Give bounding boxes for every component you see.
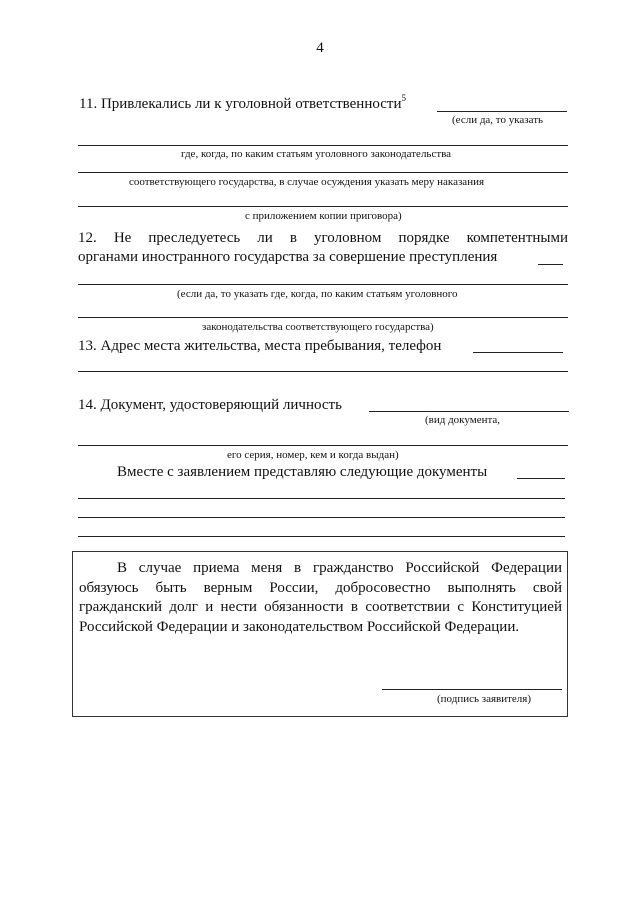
page-number: 4 (316, 40, 324, 56)
question-12-line-2: органами иностранного государства за совершение преступления (78, 249, 498, 265)
signature-line[interactable] (382, 689, 562, 690)
question-14-hint-1: (вид документа, (425, 414, 501, 426)
documents-label: Вместе с заявлением представляю следующие документы (117, 464, 488, 480)
question-12-answer-line[interactable] (538, 264, 563, 265)
oath-box (72, 551, 568, 717)
question-11-hint-1: (если да, то указать (452, 114, 544, 126)
question-14-label: 14. Документ, удостоверяющий личность (78, 397, 342, 413)
question-11-hint-2: где, когда, по каким статьям уголовного законодательства (181, 148, 452, 160)
question-12-hint-2: законодательства соответствующего государства) (202, 321, 434, 333)
oath-text-container (79, 559, 562, 637)
signature-hint: (подпись заявителя) (437, 693, 532, 705)
question-11-hint-4: с приложением копии приговора) (245, 210, 402, 222)
documents-line-3[interactable] (78, 517, 565, 518)
question-12-hint-1: (если да, то указать где, когда, по каким статьям уголовного (177, 288, 458, 300)
question-11-hint-3: соответствующего государства, в случае осуждения указать меру наказания (129, 176, 485, 188)
question-11-text: 11. Привлекались ли к уголовной ответственности (79, 96, 402, 112)
question-11-label (79, 95, 406, 113)
question-12-line-3[interactable] (78, 284, 568, 285)
documents-line-4[interactable] (78, 536, 565, 537)
question-13-answer-line[interactable] (473, 352, 563, 353)
documents-line-2[interactable] (78, 498, 565, 499)
footnote-marker: 5 (401, 93, 406, 103)
oath-text: В случае приема меня в гражданство Российской Федерации обязуюсь быть верным России, добросовестно выполнять свой гражданский долг и нести обязанности в соответствии с Конституцией Российской Федерации и законодательством Российской Федерации. (79, 560, 562, 635)
question-14-line-2[interactable] (78, 445, 568, 446)
question-11-line-2[interactable] (78, 145, 568, 146)
question-11-answer-line[interactable] (437, 111, 567, 112)
question-13-label: 13. Адрес места жительства, места пребывания, телефон (78, 338, 442, 354)
question-14-answer-line[interactable] (369, 411, 569, 412)
question-13-line-2[interactable] (78, 371, 568, 372)
question-14-hint-2: его серия, номер, кем и когда выдан) (227, 449, 399, 461)
question-11-line-3[interactable] (78, 172, 568, 173)
question-12-line-1: 12. Не преследуетесь ли в уголовном порядке компетентными (78, 230, 568, 246)
question-12-line-4[interactable] (78, 317, 568, 318)
question-11-line-4[interactable] (78, 206, 568, 207)
documents-answer-line[interactable] (517, 478, 565, 479)
